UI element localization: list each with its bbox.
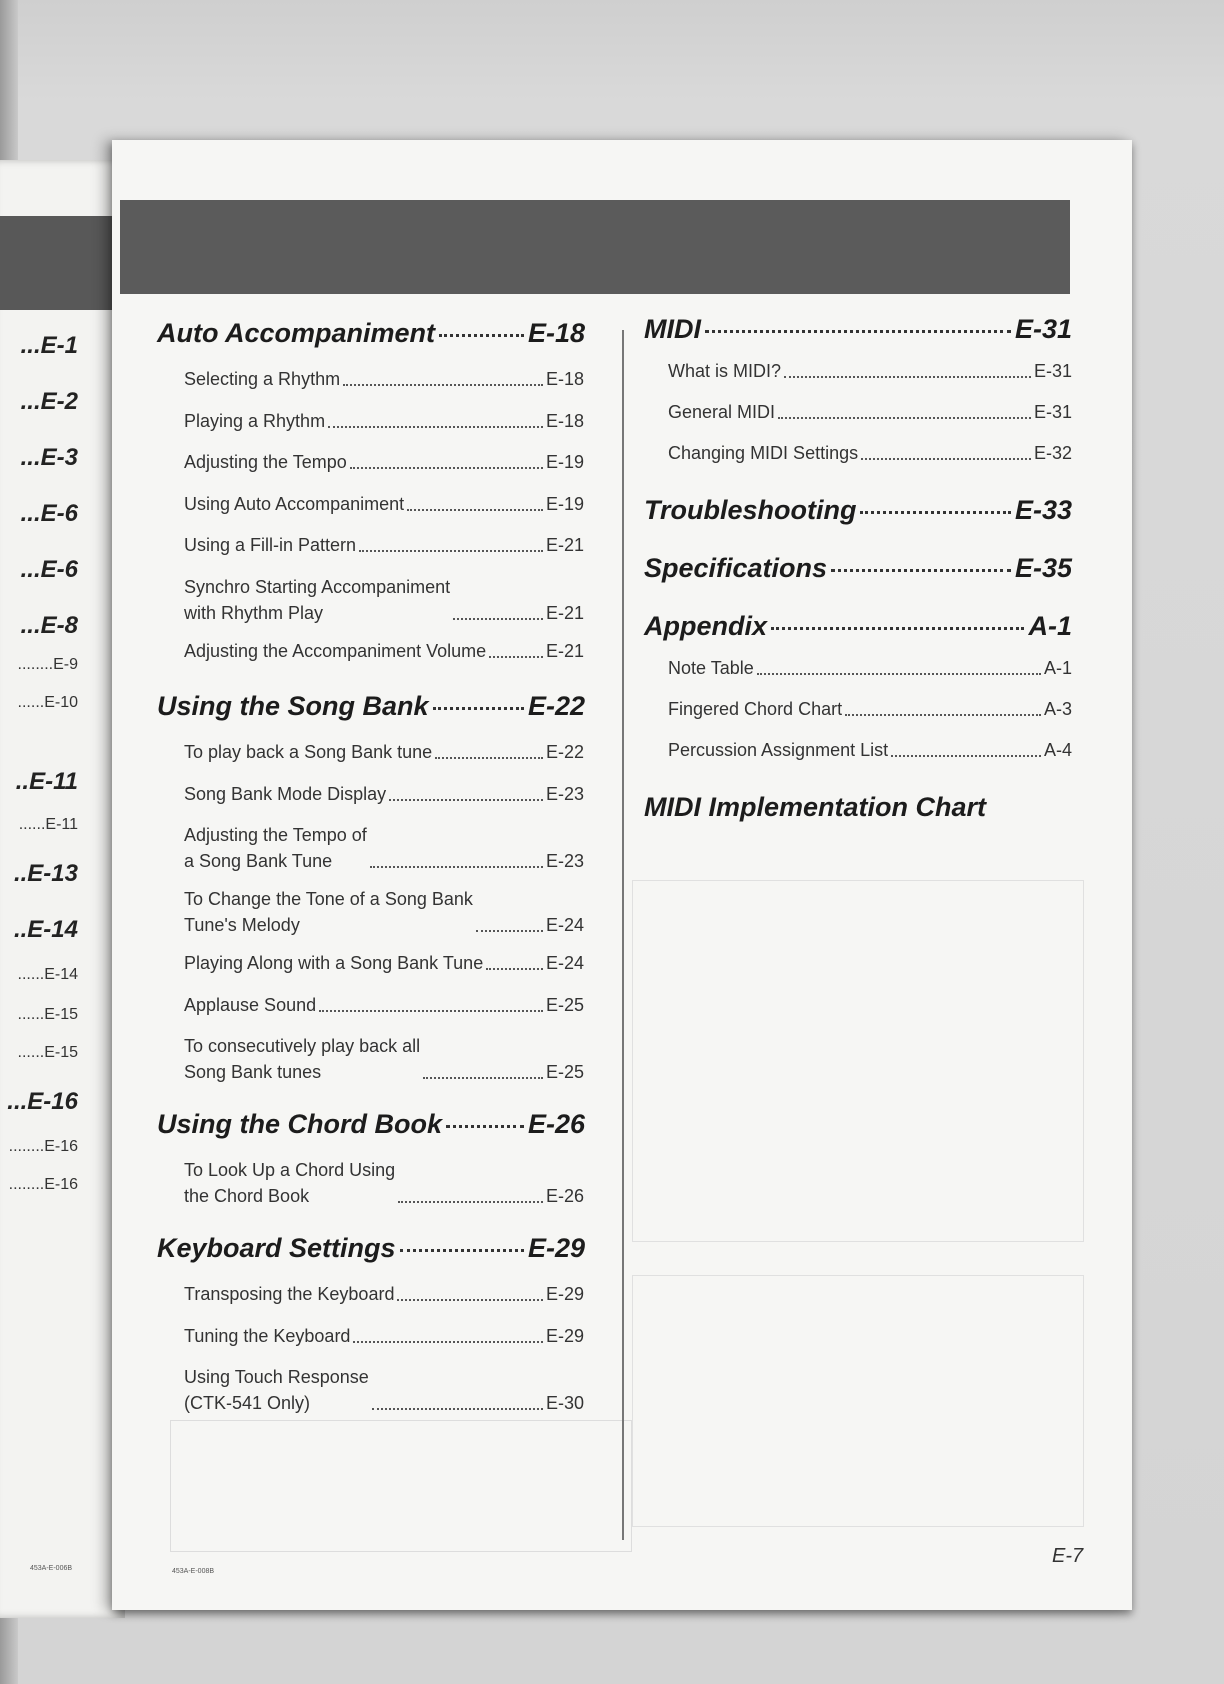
entry-leader: ........: [8, 1176, 45, 1193]
column-divider: [622, 330, 624, 1540]
entry-label: Using Touch Response (CTK-541 Only): [184, 1367, 369, 1413]
toc-entry: [184, 491, 584, 517]
dot-leader: [359, 550, 543, 552]
toc-entry: [668, 737, 1072, 763]
dot-leader: [439, 334, 524, 337]
toc-entry: [184, 638, 584, 664]
entry-leader: ...: [20, 556, 41, 583]
dot-leader: [771, 627, 1024, 630]
toc-entry: [184, 1323, 584, 1349]
entry-page: E-23: [545, 783, 584, 804]
dot-leader: [423, 1077, 543, 1079]
toc-entry: [668, 440, 1072, 466]
toc-section-heading: [157, 1233, 585, 1264]
entry-page: E-24: [545, 953, 584, 973]
entry-page: E-22: [545, 742, 584, 762]
entry-page: E-16: [44, 1138, 78, 1155]
entry-page: E-3: [40, 444, 78, 471]
dot-leader: [389, 799, 543, 801]
previous-page: [0, 160, 125, 1618]
dot-leader: [400, 1249, 524, 1252]
previous-page-entry: [0, 1088, 78, 1116]
faint-illustration-box: [632, 880, 1084, 1242]
entry-page: E-13: [27, 860, 78, 887]
previous-page-entry: [0, 444, 78, 472]
entry-page: E-10: [44, 694, 78, 711]
dot-leader: [831, 569, 1011, 572]
dot-leader: [476, 930, 543, 932]
toc-entry: [184, 532, 584, 558]
entry-page: E-23: [545, 851, 584, 871]
entry-label: Adjusting the Tempo: [184, 452, 347, 472]
entry-page: E-14: [44, 966, 78, 983]
entry-page: E-15: [44, 1044, 78, 1061]
dot-leader: [350, 467, 543, 469]
entry-page: E-2: [40, 388, 78, 415]
toc-entry: [184, 366, 584, 392]
page-number: E-7: [1052, 1545, 1084, 1567]
toc-entry: [184, 1364, 584, 1416]
entry-page: E-21: [545, 640, 584, 661]
previous-page-footer-code: 453A-E-006B: [30, 1565, 73, 1572]
entry-leader: ...: [20, 500, 41, 527]
previous-page-entry: [0, 1044, 78, 1062]
dot-leader: [319, 1010, 543, 1012]
entry-label: Playing Along with a Song Bank Tune: [184, 953, 484, 973]
entry-label: Transposing the Keyboard: [184, 1284, 395, 1304]
entry-page: E-1: [40, 332, 78, 359]
entry-leader: ..: [15, 768, 30, 795]
toc-section-heading: [157, 1109, 585, 1140]
entry-label: Adjusting the Tempo of a Song Bank Tune: [184, 825, 367, 871]
toc-section-heading: [157, 318, 585, 349]
entry-label: Adjusting the Accompaniment Volume: [184, 640, 487, 661]
section-title: Appendix: [644, 611, 768, 641]
previous-page-entry: [0, 656, 78, 674]
toc-entry: [668, 696, 1072, 722]
entry-label: Applause Sound: [184, 994, 317, 1015]
toc-entry: [184, 781, 584, 807]
entry-leader: ..: [13, 916, 28, 943]
entry-label: General MIDI: [668, 402, 776, 422]
entry-page: E-16: [27, 1088, 78, 1115]
entry-page: E-24: [545, 915, 584, 935]
toc-section-heading: [644, 495, 1072, 526]
previous-page-entry: [0, 860, 78, 888]
entry-page: E-30: [545, 1393, 584, 1413]
dot-leader: [353, 1341, 543, 1343]
header-band: [120, 200, 1070, 294]
entry-leader: ...: [20, 444, 41, 471]
toc-entry: [184, 886, 584, 938]
previous-page-entry: [0, 768, 78, 796]
toc-entry: [184, 992, 584, 1018]
previous-page-entry: [0, 816, 78, 834]
entry-leader: ...: [7, 1088, 28, 1115]
dot-leader: [453, 618, 543, 620]
previous-page-entry: [0, 500, 78, 528]
entry-label: To Look Up a Chord Using the Chord Book: [184, 1160, 396, 1206]
section-page: A-1: [1028, 611, 1072, 641]
dot-leader: [370, 866, 543, 868]
entry-leader: ...: [20, 332, 41, 359]
dot-leader: [860, 511, 1010, 514]
section-title: MIDI: [644, 314, 701, 344]
previous-page-entry: [0, 388, 78, 416]
previous-page-entry: [0, 966, 78, 984]
previous-page-entry: [0, 332, 78, 360]
entry-leader: ......: [17, 966, 45, 983]
entry-page: A-1: [1043, 658, 1072, 678]
toc-page: [112, 140, 1132, 1610]
entry-leader: ......: [17, 694, 45, 711]
entry-page: E-8: [40, 612, 78, 639]
entry-page: E-29: [545, 1284, 584, 1304]
dot-leader: [397, 1299, 543, 1301]
entry-page: E-32: [1033, 443, 1072, 463]
dot-leader: [407, 509, 543, 511]
previous-page-entry: [0, 556, 78, 584]
entry-page: E-6: [40, 500, 78, 527]
entry-page: E-29: [545, 1325, 584, 1346]
entry-page: E-26: [545, 1186, 584, 1206]
entry-page: E-11: [45, 816, 78, 833]
section-page: E-22: [527, 691, 585, 721]
entry-leader: ...: [20, 612, 41, 639]
entry-label: Note Table: [668, 658, 754, 678]
section-title: Troubleshooting: [644, 495, 857, 525]
section-page: E-31: [1014, 314, 1072, 344]
entry-label: To play back a Song Bank tune: [184, 742, 433, 762]
entry-leader: ...: [20, 388, 41, 415]
dot-leader: [372, 1408, 543, 1410]
toc-entry: [184, 1281, 584, 1307]
toc-entry: [184, 950, 584, 976]
section-page: E-18: [527, 318, 585, 348]
toc-section-heading: [644, 611, 1072, 642]
entry-label: Tuning the Keyboard: [184, 1325, 351, 1346]
entry-page: E-18: [545, 369, 584, 389]
entry-page: E-16: [44, 1176, 78, 1193]
entry-page: A-4: [1043, 740, 1072, 760]
entry-page: E-31: [1033, 402, 1072, 422]
dot-leader: [343, 384, 543, 386]
section-title: Using the Chord Book: [157, 1109, 442, 1139]
toc-section-heading: [644, 553, 1072, 584]
dot-leader: [778, 417, 1031, 419]
dot-leader: [328, 426, 543, 428]
dot-leader: [446, 1125, 524, 1128]
entry-label: Song Bank Mode Display: [184, 783, 387, 804]
toc-section-heading: [157, 691, 585, 722]
section-title: Using the Song Bank: [157, 691, 429, 721]
entry-label: Percussion Assignment List: [668, 740, 889, 760]
entry-leader: ......: [17, 1044, 45, 1061]
dot-leader: [861, 458, 1031, 460]
previous-page-entry: [0, 1006, 78, 1024]
toc-entry: [668, 655, 1072, 681]
entry-page: E-15: [44, 1006, 78, 1023]
dot-leader: [757, 673, 1041, 675]
entry-leader: ......: [18, 816, 46, 833]
entry-leader: ........: [8, 1138, 45, 1155]
dot-leader: [433, 707, 524, 710]
entry-page: E-11: [29, 768, 78, 795]
entry-label: Using Auto Accompaniment: [184, 493, 405, 514]
previous-page-entry: [0, 1176, 78, 1194]
entry-page: E-6: [40, 556, 78, 583]
section-page: E-29: [527, 1233, 585, 1263]
entry-label: To Change the Tone of a Song Bank Tune's Melody: [184, 889, 473, 935]
dot-leader: [486, 968, 543, 970]
entry-label: Changing MIDI Settings: [668, 443, 859, 463]
entry-page: E-31: [1033, 361, 1072, 381]
section-title: Auto Accompaniment: [157, 318, 436, 348]
entry-page: E-18: [545, 410, 584, 431]
toc-entry: [668, 358, 1072, 384]
toc-section-heading: [644, 792, 986, 823]
bottom-frame: [170, 1420, 632, 1552]
entry-label: Synchro Starting Accompaniment with Rhythm Play: [184, 576, 451, 623]
entry-label: Selecting a Rhythm: [184, 369, 341, 389]
dot-leader: [398, 1201, 543, 1203]
section-page: E-26: [527, 1109, 585, 1139]
toc-entry: [184, 1157, 584, 1209]
dot-leader: [891, 755, 1041, 757]
dot-leader: [435, 757, 543, 759]
entry-label: Fingered Chord Chart: [668, 699, 843, 719]
previous-page-entry: [0, 916, 78, 944]
previous-page-entry: [0, 612, 78, 640]
toc-entry: [184, 1033, 584, 1085]
faint-illustration-box: [632, 1275, 1084, 1527]
toc-section-heading: [644, 314, 1072, 345]
dot-leader: [845, 714, 1041, 716]
entry-leader: ........: [17, 656, 54, 673]
entry-page: E-25: [545, 994, 584, 1015]
section-title: Specifications: [644, 553, 828, 583]
entry-page: E-14: [27, 916, 78, 943]
entry-leader: ......: [17, 1006, 45, 1023]
entry-page: E-19: [545, 493, 584, 514]
toc-entry: [184, 408, 584, 434]
section-title: Keyboard Settings: [157, 1233, 396, 1263]
dot-leader: [489, 656, 543, 658]
entry-page: E-19: [545, 452, 584, 472]
toc-entry: [184, 822, 584, 874]
entry-label: Playing a Rhythm: [184, 410, 326, 431]
entry-label: Using a Fill-in Pattern: [184, 535, 357, 555]
entry-page: E-9: [53, 656, 78, 673]
entry-page: E-21: [545, 535, 584, 555]
dot-leader: [784, 376, 1031, 378]
toc-entry: [668, 399, 1072, 425]
entry-label: To consecutively play back all Song Bank tunes: [184, 1036, 421, 1082]
entry-leader: ..: [13, 860, 28, 887]
entry-page: E-25: [545, 1062, 584, 1082]
section-page: E-33: [1014, 495, 1072, 525]
previous-page-header-band: [0, 216, 125, 310]
toc-entry: [184, 574, 584, 626]
previous-page-entry: [0, 1138, 78, 1156]
dot-leader: [705, 330, 1011, 333]
footer-code: 453A-E-008B: [172, 1568, 215, 1575]
toc-entry: [184, 449, 584, 475]
section-title: MIDI Implementation Chart: [644, 792, 987, 822]
toc-entry: [184, 739, 584, 765]
entry-label: What is MIDI?: [668, 361, 782, 381]
previous-page-entry: [0, 694, 78, 712]
entry-page: A-3: [1043, 699, 1072, 719]
section-page: E-35: [1014, 553, 1072, 583]
entry-page: E-21: [545, 602, 584, 623]
